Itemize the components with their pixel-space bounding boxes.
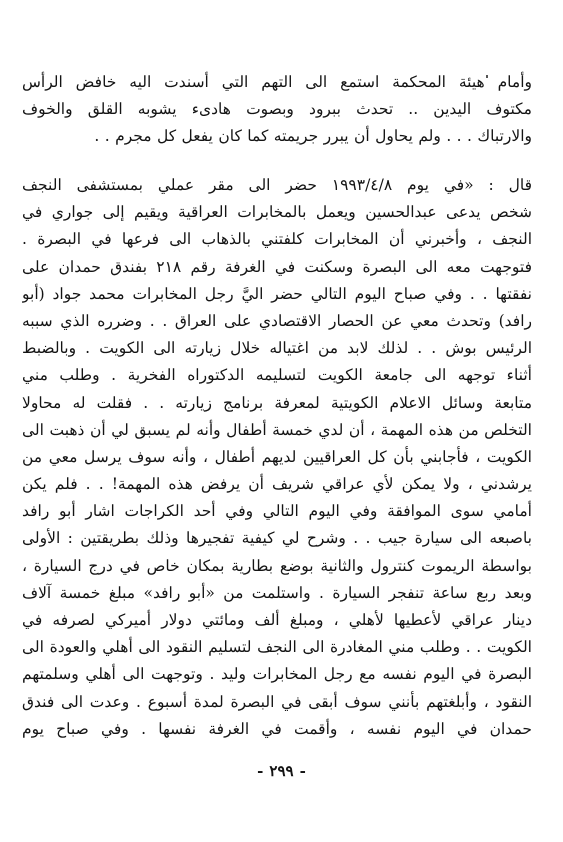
text-line: رافد) وتحدث معي عن الحصار الاقتصادي على العراق . . وضرره الذي سببه	[22, 311, 532, 330]
text-line: التخلص من هذه المهمة ، أن لدي خمسة أطفال وأنه لم يسبق لي أن ذهبت الى	[22, 420, 532, 439]
text-line: مكتوف اليدين .. تحدث ببرود وبصوت هادىء يشوبه القلق والخوف	[22, 100, 532, 119]
text-line: فتوجهت معه الى البصرة وسكنت في الغرفة رقم ٢١٨ بفندق حمدان على	[22, 257, 532, 276]
page-number-dash-left: -	[299, 762, 306, 780]
text-line: يرشدني ، ولا يمكن لأي عراقي شريف أن يرفض هذه المهمة! . . فلم يكن	[22, 475, 532, 494]
text-line: أمامي سوى الموافقة وفي اليوم التالي وفي أحد الكراجات اشار أبو رافد	[22, 502, 532, 521]
page-number	[0, 762, 563, 780]
text-line: بواسطة الريموت كنترول والثانية بوضع بطارية بمكان خاص في درج السيارة ،	[22, 556, 532, 575]
text-line: الكويت . . وطلب مني المغادرة الى النجف لتسليم النقود الى أهلي والعودة الى	[22, 638, 532, 657]
text-line: قال : «في يوم ١٩٩٣/٤/٨ حضر الى مقر عملي بمستشفى النجف	[22, 176, 532, 194]
text-line: نفقتها . . وفي صباح اليوم التالي حضر اليَّ رجل المخابرات محمد جواد (أبو	[22, 284, 532, 303]
text-line: الكويت ، فأجابني بأن كل العراقيين لديهم أطفال ، وأنه سوف يرسل معي من	[22, 447, 532, 466]
text-line: وبعد ربع ساعة تنفجر السيارة . واستلمت من «أبو رافد» مبلغ خمسة آلاف	[22, 583, 532, 602]
page-number-value: ٢٩٩	[269, 762, 294, 780]
paragraph-2	[22, 172, 532, 743]
paragraph-1	[22, 69, 532, 151]
page-number-dash-right: -	[257, 762, 264, 780]
text-line: وأمام هيئة المحكمة استمع الى التهم التي أسندت اليه خافض الرأس	[22, 73, 532, 91]
text-line: باصبعه الى سيارة جيب . . وشرح لي كيفية تفجيرها وذلك بطريقتين : الأولى	[22, 529, 532, 548]
text-line: النجف ، وأخبرني أن المخابرات كلفتني بالذهاب الى فرعها في البصرة .	[22, 230, 532, 249]
text-line: شخص يدعى عبدالحسين ويعمل بالمخابرات العراقية ويقيم إلى جواري في	[22, 203, 532, 222]
text-line: أثناء توجهه الى جامعة الكويت لتسليمه الدكتوراه الفخرية . وطلب مني	[22, 366, 532, 385]
text-line: دينار عراقي لأعطيها لأهلي ، ومبلغ ألف ومائتي دولار أميركي لصرفه في	[22, 611, 532, 629]
text-line: والارتباك . . . ولم يحاول أن يبرر جريمته كما كان يفعل كل مجرم . .	[94, 127, 532, 146]
text-line: حمدان في اليوم نفسه ، وأقمت في الغرفة نفسها . وفي صباح يوم	[22, 719, 532, 738]
text-line: النقود ، وأبلغتهم بأنني سوف أبقى في البصرة لمدة أسبوع . وعدت الى فندق	[22, 692, 532, 711]
text-line: متابعة وسائل الاعلام الكويتية لمعرفة برنامج زيارته . . فقلت له محاولا	[22, 393, 532, 412]
text-line: الرئيس بوش . . لذلك لابد من اغتياله خلال زيارته الى الكويت . وبالضبط	[22, 339, 532, 358]
text-line: البصرة في اليوم نفسه مع رجل المخابرات وليد . وتوجهت الى أهلي وسلمتهم	[22, 665, 532, 684]
